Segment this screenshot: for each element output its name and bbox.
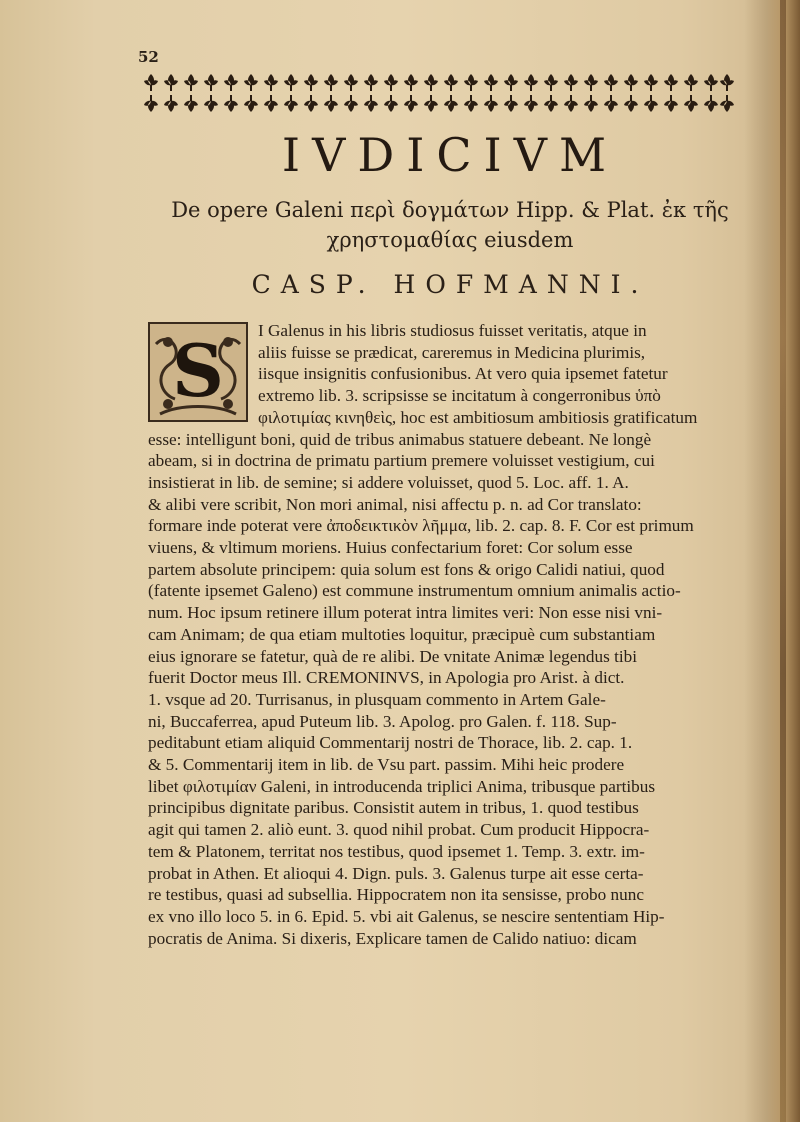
text-line: abeam, si in doctrina de primatu partium premere voluisset vestigium, cui bbox=[148, 451, 655, 471]
text-line: esse: intelligunt boni, quid de tribus animabus statuere debeant. Ne longè bbox=[148, 429, 652, 449]
page-title: IVDICIVM bbox=[281, 128, 619, 182]
text-line: I Galenus in his libris studiosus fuisset veritatis, atque in bbox=[258, 321, 647, 340]
main-text bbox=[148, 320, 740, 949]
text-line: 1. vsque ad 20. Turrisanus, in plusquam commento in Artem Gale- bbox=[148, 689, 606, 709]
text-line: extremo lib. 3. scripsisse se incitatum à congerronibus ὑπὸ bbox=[258, 386, 661, 406]
text-line: insistierat in lib. de semine; si addere voluisset, quod 5. Loc. aff. 1. A. bbox=[148, 472, 629, 492]
text-line: ni, Buccaferrea, apud Puteum lib. 3. Apolog. pro Galen. f. 118. Sup- bbox=[148, 711, 617, 731]
text-line: libet φιλοτιμίαν Galeni, in introducenda triplici Anima, tribusque partibus bbox=[148, 776, 656, 796]
text-line: φιλοτιμίας κινηθεὶς, hoc est ambitiosum ambitiosis gratificatum bbox=[258, 407, 698, 427]
text-line: tem & Platonem, territat nos testibus, quod ipsemet 1. Temp. 3. extr. im- bbox=[148, 841, 645, 861]
text-line: (fatente ipsemet Galeno) est commune instrumentum omnium animalis actio- bbox=[148, 581, 681, 601]
initial-letter: S bbox=[172, 328, 224, 413]
text-line: eius ignorare se fatetur, quà de re alibi. De vnitate Animæ legendus tibi bbox=[148, 646, 638, 666]
text-line: & alibi vere scribit, Non mori animal, nisi affectu p. n. ad Cor translato: bbox=[148, 494, 642, 514]
text-line: cam Animam; de qua etiam multoties loquitur, præcipuè cum substantiam bbox=[148, 624, 656, 644]
subtitle-line-1: De opere Galeni περὶ δογμάτων Hipp. & Plat. ἐκ τῆς bbox=[171, 198, 729, 222]
text-line: fuerit Doctor meus Ill. CREMONINVS, in Apologia pro Arist. à dict. bbox=[148, 668, 625, 688]
subtitle-line-2: χρηστομαθίας eiusdem bbox=[326, 228, 574, 252]
page-edge-shadow bbox=[744, 0, 800, 1122]
text-line: partem absolute principem: quia solum est fons & origo Calidi natiui, quod bbox=[148, 559, 665, 579]
text-line: agit qui tamen 2. aliò eunt. 3. quod nihil probat. Cum producit Hippocra- bbox=[148, 820, 650, 840]
decorative-ornament-band bbox=[142, 72, 734, 114]
text-line: iisque insignitis confusionibus. At vero quia ipsemet fatetur bbox=[258, 364, 668, 384]
author-name: CASP. HOFMANNI. bbox=[251, 270, 649, 299]
text-line: & 5. Commentarij item in lib. de Vsu part. passim. Mihi heic prodere bbox=[148, 755, 625, 775]
text-line: re testibus, quasi ad subsellia. Hippocratem non ita sensisse, probo nunc bbox=[148, 885, 644, 905]
binding-edge bbox=[780, 0, 786, 1122]
text-line: num. Hoc ipsum retinere illum poterat intra limites veri: Non esse nisi vni- bbox=[148, 603, 663, 623]
text-line: pocratis de Anima. Si dixeris, Explicare tamen de Calido natiuo: dicam bbox=[148, 928, 637, 948]
text-line: peditabunt etiam aliquid Commentarij nostri de Thorace, lib. 2. cap. 1. bbox=[148, 733, 633, 753]
page-number: 52 bbox=[138, 48, 159, 66]
text-line: formare inde poterat vere ἀποδεικτικὸν λῆμμα, lib. 2. cap. 8. F. Cor est primum bbox=[148, 516, 694, 536]
text-line: ex vno illo loco 5. in 6. Epid. 5. vbi ait Galenus, se nescire sententiam Hip- bbox=[148, 906, 665, 926]
text-line: principibus dignitate paribus. Consistit autem in tribus, 1. quod testibus bbox=[148, 798, 639, 818]
text-line: viuens, & vltimum moriens. Huius confectarium foret: Cor solum esse bbox=[148, 538, 633, 558]
text-line: aliis fuisse se prædicat, careremus in Medicina plurimis, bbox=[258, 342, 646, 362]
text-line: probat in Athen. Et alioqui 4. Dign. puls. 3. Galenus turpe ait esse certa- bbox=[148, 863, 644, 883]
